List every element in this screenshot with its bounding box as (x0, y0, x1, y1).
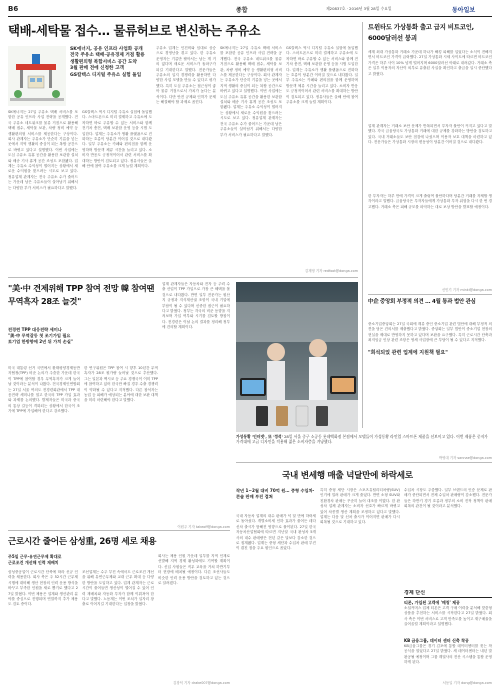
labor-body-col1: 삼성중공업이 근로시간 단축에 따라 신규 인력을 채용한다. 회사 측은 주 52시간 근무제 시행에 대비해 생산 현장의 인력 운용 방식을 바꾸고 부족한 인원을 새로 뽑기로 했다고 27일 밝혔다. 이번 채용은 설계와 생산관리 분야를 중심으로 진행되며 연말까지 추가 채용도 검토 중이다. (8, 570, 78, 607)
phones-caption-title: 가성동황 '인터넷', 또 '정석' (236, 434, 283, 439)
right-column-rule (362, 22, 363, 428)
lead-body-col3: 주유소 업계는 인건비와 임대료 상승으로 경영난을 겪고 있다. 한 주유소 운영자는 기름만 팔아서는 남는 게 거의 없다며 새로운 서비스가 돌파구가 되길 기대한다고 말했다. 전문가들은 주유소의 입지 경쟁력을 활용하면 다양한 사업 모델을 만들 수 있다고 평가했다. 특히 도심 주유소는 접근성이 좋아 물류 거점으로서 가치가 높다는 분석이다. 다만 안전 규제와 인허가 문제는 해결해야 할 과제로 꼽힌다. (156, 46, 216, 105)
lead-byline: 김재영 기자 redfoot@donga.com (304, 269, 358, 273)
page-header (8, 4, 492, 16)
tpp-bottom-rule (8, 530, 230, 531)
right-top-body-2: 업계 관계자는 거래소 보안 문제가 반복되면서 투자자 불안이 커지고 있다고 말했다. 각국 금융당국도 가상통화 거래에 대한 규제를 강화하는 방안을 검토하고 있다. 국내 거래소들도 보안 점검에 나섰으며 이용자 보호 대책을 마련하고 있다. 전문가들은 가상통화 시장의 변동성이 당분간 이어질 것으로 내다봤다. (368, 124, 492, 145)
right-bottom-box (404, 590, 492, 680)
right-mid-headline: 中企 중앙회 부정적 의견 … 4월 통과 법안 관심 (368, 299, 476, 305)
tpp-byline: 이원주 기자 takeoff@donga.com (177, 525, 230, 529)
lead-body-col4: SK에너지는 27일 주유소 택배 서비스를 포함한 공유 인프라 사업 전략을 공개했다. 전국 주유소 네트워크를 물류 거점으로 활용해 택배 접수, 세탁물 보관, 차량 정비 예약 등 생활편의형 서비스를 제공한다는 구상이다. 회사 관계자는 주유소가 단순히 기름을 넣는 곳에서 지역 생활의 중심이 되는 복합 공간으로 바뀌고 있다고 설명했다. 이번 사업에는 도심 주유소 유휴 공간을 활용한 보관함 설치와 배송 기사 휴게 공간 조성도 포함됐다. 업계는 주유소 수익성이 떨어지는 상황에서 새로운 수익원을 찾으려는 시도로 보고 있다. 정유업계 관계자는 전국 주유소 수가 줄어드는 가운데 남은 주유소들이 살아남기 위해서는 다양한 부가 서비스가 필요하다고 말했다. (220, 46, 282, 137)
cars-subhead: 작년 1~2월 대비 70억 원… 중형 수입차·콘솔 판매 부진 겹쳐 (236, 488, 315, 499)
station-illustration (8, 46, 66, 106)
header-rule (8, 16, 492, 17)
tpp-headline: "美·中 견제위해 TPP 참여 전망 韓 참여땐 무역흑자 28조 늘것" (8, 283, 155, 306)
brief-item-1-body: 소셜커머스 업체 티몬은 고객 구매 이력을 분석해 맞춤형 상품을 추천하는 서비스를 시작한다고 27일 밝혔다. 회사 측은 이번 서비스로 고객 만족도를 높이고 재구매율을 끌어올릴 계획이라고 설명했다. (404, 606, 492, 627)
cars-body-col2: 특히 중형 세단 시장은 스포츠유틸리티차량(SUV) 인기에 밀려 판매가 크게 줄었다. 반면 소형 SUV와 친환경차 판매는 꾸준히 늘어 대조를 이뤘다. 한 완성차 업체 관계자는 소비자 선호가 빠르게 바뀌고 있어 차종별 생산 계획을 조정하고 있다고 말했다. 업계는 다음 달 신차 출시가 이어지면 판매가 다시 회복될 것으로 기대하고 있다. (320, 488, 400, 525)
right-mid-rule (368, 294, 492, 295)
section-name: 종합 (236, 7, 248, 14)
brief-item-2-body: KB금융그룹은 경기 김포에 통합 데이터센터를 짓는 착공식을 열었다고 27일 밝혔다. 새 데이터센터는 내년 말 완공될 예정이며 그룹 계열사의 전산 시스템을 통합 운영하게 된다. (404, 644, 492, 665)
labor-body-col2: 조선업계는 수주 부진 속에서도 근로조건 개선을 위해 유연근무제와 교대 근무 확대 등 다양한 방안을 도입하고 있다. 업계 관계자는 근로시간이 줄어들면 생산성이 떨어질 수 있어 인력 재배치와 자동화 투자가 함께 이뤄져야 한다고 말했다. 노동계는 이번 조치가 일자리 창출로 이어지길 기대한다는 입장을 밝혔다. (82, 570, 154, 607)
cars-byline: 서동일 기자 dong@donga.com (442, 681, 492, 685)
tpp-body-col1: 미국 대통령 선거 국면에서 환태평양경제동반자협정(TPP) 비준 논의가 주춤한 가운데 한국이 TPP에 참여할 경우 무역흑자가 크게 늘어날 것이라는 분석이 나왔다. 전국경제인연합회는 27일 서울 여의도 전경련회관에서 TPP 대응전략 세미나를 열고 한국의 TPP 가입 효과와 과제를 논의했다. 발제자들은 미국과 중국의 통상 갈등이 격화되는 상황에서 한국이 조기에 TPP에 가입해야 한다고 강조했다. (8, 366, 80, 414)
right-mid-body-1: 중소기업중앙회는 27일 국회에 계류 중인 중소기업 관련 법안에 대해 부정적 의견을 담은 건의서를 제출했다고 밝혔다. 중앙회는 일부 법안이 중소기업 현장의 현실을 제대로 반영하지 못하고 있다며 보완을 요구했다. 특히 근로시간 단축과 최저임금 인상 관련 조항은 영세 사업장에 큰 부담이 될 수 있다고 지적했다. (368, 322, 492, 343)
lead-headline: 택배-세탁물 접수… 물류허브로 변신하는 주유소 (8, 23, 261, 38)
phones-photo (236, 282, 358, 432)
lead-bottom-rule (8, 277, 358, 278)
masthead: 동아일보 (452, 7, 476, 14)
cars-headline: 국내 변세행 매출 넉달만에 하락세로 (282, 471, 413, 481)
lead-body-col1: SK에너지는 27일 주유소 택배 서비스를 포함한 공유 인프라 사업 전략을 공개했다. 전국 주유소 네트워크를 물류 거점으로 활용해 택배 접수, 세탁물 보관, 차량 정비 예약 등 생활편의형 서비스를 제공한다는 구상이다. 회사 관계자는 주유소가 단순히 기름을 넣는 곳에서 지역 생활의 중심이 되는 복합 공간으로 바뀌고 있다고 설명했다. 이번 사업에는 도심 주유소 유휴 공간을 활용한 보관함 설치와 배송 기사 휴게 공간 조성도 포함됐다. 업계는 주유소 수익성이 떨어지는 상황에서 새로운 수익원을 찾으려는 시도로 보고 있다. 정유업계 관계자는 전국 주유소 수가 줄어드는 가운데 남은 주유소들이 살아남기 위해서는 다양한 부가 서비스가 필요하다고 말했다. (8, 110, 78, 190)
issue-date: 제20837호 · 2016년 3월 28일 수요일 (326, 6, 392, 11)
tpp-body-col2: 한 연구위원은 TPP 참여 시 향후 10년간 무역흑자가 28조 원가량 늘어날 것으로 추산했다. 그는 일본과 멕시코 등 주요 경쟁국이 이미 TPP에 참여하고 있어 한국만 빠질 경우 수출 경쟁력이 약화될 수 있다고 지적했다. 다른 참석자는 농업 등 피해가 예상되는 분야에 대한 보완 대책을 미리 마련해야 한다고 말했다. (84, 366, 158, 403)
right-top-body-3: 한 투자자는 하루 만에 가격이 크게 출렁여 불안하다며 당분간 거래를 자제할 생각이라고 말했다. 금융당국은 투자자들에게 가상통화 투자 위험을 다시 한 번 경고했다. 거래소 측은 피해 규모를 파악하는 대로 보상 방안을 발표할 예정이다. (368, 194, 492, 209)
right-top-byline: 신민기 기자 minki@donga.com (441, 288, 492, 292)
right-top-body-1: 세계 최대 가상통화 거래소 가운데 하나가 해킹 피해를 입었다는 소식이 전해지면서 비트코인 가격이 급락했다. 27일 가상통화 시세 사이트에 따르면 비트코인 가격은 하루 사이 10% 넘게 떨어지며 6000달러선 아래로 내려갔다. 거래소 측은 일부 이용자의 자산이 외부로 유출된 사실을 확인하고 출금을 일시 중단했다고 밝혔다. (368, 50, 492, 76)
brief-section-label: 경제 단신 (404, 590, 492, 598)
cars-body-col3: 수입차 시장도 주춤했다. 일부 브랜드의 인증 문제로 판매가 중단되면서 전체 수입차 판매량이 감소했다. 전문가들은 하반기 경기 흐름과 정부의 소비 진작 정책이 판매 회복의 관건이 될 것이라고 분석했다. (404, 488, 492, 509)
lead-body-col2: GS칼텍스 역시 디지털 주유소 실험에 돌입했다. 스마트폰으로 미리 결제하고 주유소에 도착하면 바로 주유할 수 있는 서비스와 함께 전기차 충전, 택배 보관함 운영 등을 시범 도입한다. 업계는 주유소가 생활 플랫폼으로 진화하는 흐름이 당분간 이어질 것으로 내다봤다. 일부 주유소는 카페와 편의점을 함께 운영하며 방문객 체류 시간을 늘리고 있다. 소비자 반응도 긍정적이어서 관련 서비스를 확대하는 방안이 검토되고 있다. 정유사들은 올해 안에 참여 주유소를 크게 늘릴 계획이다. (82, 110, 152, 169)
labor-subhead: 주5일 근무·유연근무제 확대로 근로조건 개선해 인력 재배치 (8, 554, 62, 565)
labor-byline: 김창덕 기자 drake007@donga.com (173, 681, 230, 685)
brief-item-1-title: 티몬, 가입된 고객에 '매칭' 제공 (404, 600, 460, 605)
labor-headline: 근로시간 줄어든 삼성重, 26명 세로 채용 (8, 537, 157, 547)
labor-body-col3: 회사는 채용 인원 가운데 일부를 지역 인재로 선발해 지역 경제 활성화에도 기여할 계획이다. 신입 사원들은 직무 교육을 거쳐 하반기부터 현장에 배치될 예정이다. 다른 조선사들도 비슷한 인력 운용 방안을 검토하고 있는 것으로 알려졌다. (158, 554, 230, 586)
tpp-subhead: 전경련 TPP 대응전략 세미나 "美·中 무역갈등 첫 조기가입 필요 토기업 한방향에 2년 뒤 가치 손실" (8, 327, 73, 344)
lead-subhead: SK에너지, 공유 인프라 사업화 공개 전국 주유소 택배·공유경제 거점 활용 생활편의형 복합서비스 공간 도약 3월 판매 전에 신청한 고객 GS칼텍스 디지털 주유소 실험 돌입 (70, 47, 145, 78)
cars-body-col1: 국내 자동차 업계의 내수 판매가 넉 달 만에 하락세로 돌아섰다. 개별소비세 인하 효과가 줄어든 데다 신차 출시가 뜸해진 영향으로 풀이된다. 27일 한국자동차산업협회에 따르면 지난달 국내 완성차 5개사의 내수 판매량은 전년 같은 달보다 감소한 것으로 집계됐다. 업계는 중형 세단과 수입차 판매 부진이 겹친 점을 주요 원인으로 꼽았다. (236, 514, 316, 551)
tpp-body-col3: 업계 관계자들은 자동차와 전자 등 주력 수출 산업이 TPP 가입으로 가장 큰 혜택을 볼 것으로 내다봤다. 반면 일부 전문가는 원산지 규정과 지식재산권 조항이 국내 기업에 부담이 될 수 있다며 신중한 접근이 필요하다고 밝혔다. 정부는 각국의 비준 동향을 지켜보며 가입 여부와 시기를 검토할 방침이다. 전경련은 이날 논의 결과를 정리해 정부에 건의할 계획이다. (162, 282, 230, 330)
brief-item-2-title: KB 금융그룹, 데이터 센터 신축 착공 (404, 638, 469, 643)
phones-credit: 박영대 기자 sannae@donga.com (438, 456, 492, 460)
page-number: B6 (8, 5, 19, 13)
phones-caption-text: 28일 서울 중구 소공동 롯데백화점 본점에서 모델들이 가성동황 라인업 스마트폰 제품을 선보이고 있다. 이번 제품은 중저가 가격대에 고급 디자인을 적용해 젊은 소비자층을 겨냥했다. (236, 434, 488, 445)
cars-top-rule (236, 462, 492, 463)
phones-caption (236, 434, 492, 456)
lead-body-col5: GS칼텍스 역시 디지털 주유소 실험에 돌입했다. 스마트폰으로 미리 결제하고 주유소에 도착하면 바로 주유할 수 있는 서비스와 함께 전기차 충전, 택배 보관함 운영 등을 시범 도입한다. 업계는 주유소가 생활 플랫폼으로 진화하는 흐름이 당분간 이어질 것으로 내다봤다. 일부 주유소는 카페와 편의점을 함께 운영하며 방문객 체류 시간을 늘리고 있다. 소비자 반응도 긍정적이어서 관련 서비스를 확대하는 방안이 검토되고 있다. 정유사들은 올해 안에 참여 주유소를 크게 늘릴 계획이다. (286, 46, 358, 105)
right-top-headline: 트윈타도 가상통화 출고 급지 비트코인, 6000달러선 붕괴 (368, 23, 474, 42)
